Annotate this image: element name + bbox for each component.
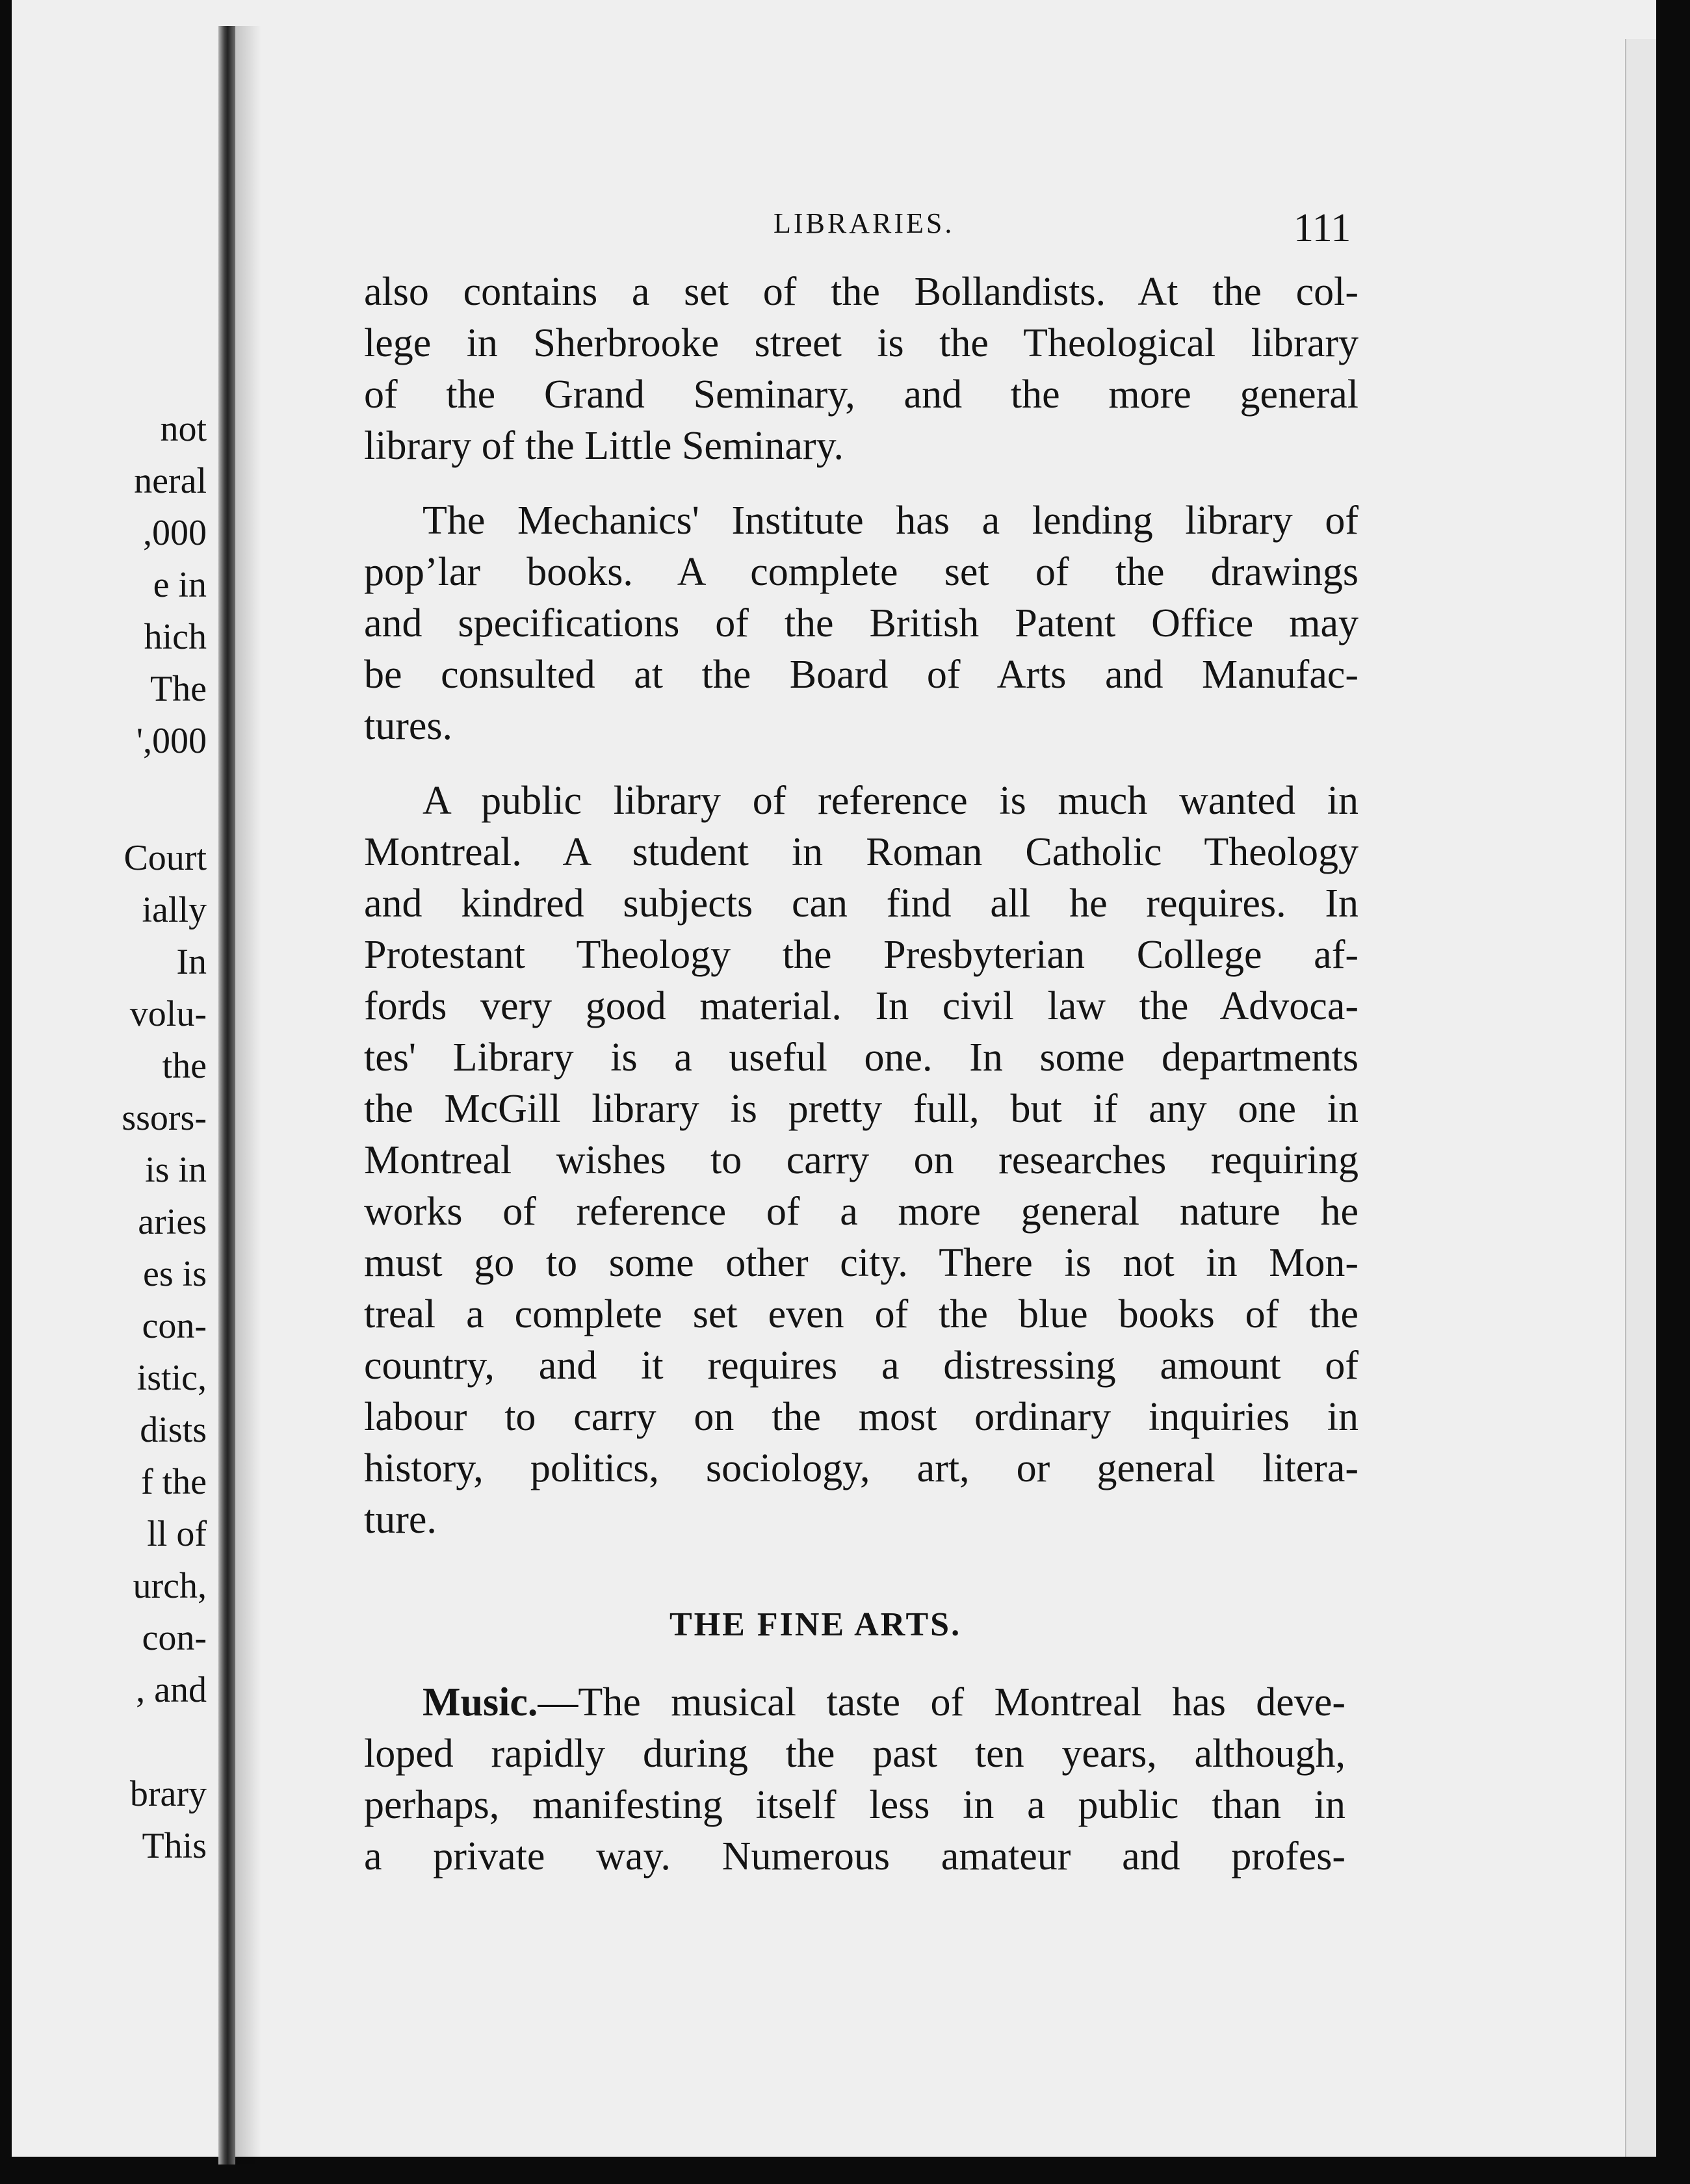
text-line: fords very good material. In civil law the Advoca- — [364, 984, 1358, 1028]
text-line: must go to some other city. There is not in Mon- — [364, 1241, 1358, 1285]
left-line: ially — [142, 890, 207, 930]
left-line: istic, — [136, 1358, 207, 1398]
left-line: Court — [124, 838, 207, 878]
left-line: con- — [142, 1618, 207, 1658]
left-line: This — [142, 1826, 207, 1866]
paragraph — [364, 775, 1358, 1546]
section-heading: THE FINE ARTS. — [670, 1606, 962, 1643]
text-line: and kindred subjects can find all he requires. In — [364, 881, 1358, 926]
left-line: dists — [140, 1410, 207, 1450]
left-line: urch, — [133, 1566, 207, 1606]
left-line: f the — [140, 1462, 207, 1502]
text-line: treal a complete set even of the blue books of the — [364, 1292, 1358, 1336]
left-line: e in — [153, 565, 207, 605]
text-line: and specifications of the British Patent Office may — [364, 601, 1358, 645]
left-line: not — [160, 409, 207, 449]
text-line: tes' Library is a useful one. In some departments — [364, 1035, 1358, 1080]
left-line: is in — [145, 1150, 207, 1190]
text-line: of the Grand Seminary, and the more general — [364, 372, 1358, 417]
page-body — [364, 266, 1358, 1546]
left-line: ll of — [147, 1514, 207, 1554]
text-line: labour to carry on the most ordinary inquiries in — [364, 1395, 1358, 1439]
left-line: ssors- — [122, 1098, 207, 1138]
text-line: tures. — [364, 704, 453, 748]
left-line: the — [162, 1046, 207, 1086]
text-line: works of reference of a more general nature he — [364, 1190, 1358, 1234]
left-line: es is — [143, 1254, 207, 1294]
left-line: The — [150, 669, 207, 709]
text-line: loped rapidly during the past ten years, although, — [364, 1732, 1346, 1776]
text-line: lege in Sherbrooke street is the Theological library — [364, 321, 1358, 365]
left-line: volu- — [129, 994, 207, 1034]
scan-border-left — [0, 0, 12, 2184]
text-line: library of the Little Seminary. — [364, 424, 844, 468]
text-run: —The musical taste of Montreal has deve- — [538, 1680, 1346, 1724]
text-line: a private way. Numerous amateur and profes- — [364, 1834, 1346, 1878]
left-line: con- — [142, 1306, 207, 1346]
text-line: Montreal. A student in Roman Catholic Theology — [364, 830, 1358, 874]
paragraph — [364, 495, 1358, 752]
text-line: Protestant Theology the Presbyterian College af- — [364, 933, 1358, 977]
run-in-heading: Music. — [422, 1680, 538, 1724]
left-line: aries — [138, 1202, 207, 1242]
left-line: In — [176, 942, 207, 982]
left-line: brary — [129, 1774, 207, 1814]
book-gutter — [218, 26, 235, 2164]
text-line: perhaps, manifesting itself less in a public than in — [364, 1783, 1346, 1827]
left-line: ',000 — [136, 721, 207, 761]
running-head: LIBRARIES. — [774, 207, 955, 239]
left-line: , and — [136, 1670, 207, 1710]
left-line: hich — [144, 617, 207, 657]
text-line — [364, 1677, 1346, 1728]
page-edge-strip — [1625, 39, 1658, 2157]
paragraph — [364, 266, 1358, 472]
page-number: 111 — [1294, 206, 1351, 250]
left-line: neral — [134, 461, 207, 501]
text-line: the McGill library is pretty full, but if any one in — [364, 1087, 1358, 1131]
text-line: The Mechanics' Institute has a lending library of — [422, 499, 1358, 543]
text-line: country, and it requires a distressing amount of — [364, 1344, 1358, 1388]
text-line: history, politics, sociology, art, or general litera- — [364, 1446, 1358, 1490]
gutter-shadow — [235, 26, 261, 2164]
text-line: be consulted at the Board of Arts and Manufac- — [364, 653, 1358, 697]
text-line: popʼlar books. A complete set of the drawings — [364, 550, 1358, 594]
text-line: also contains a set of the Bollandists. At the col- — [364, 270, 1358, 314]
text-line: Montreal wishes to carry on researches requiring — [364, 1138, 1358, 1182]
text-line: A public library of reference is much wanted in — [422, 779, 1358, 823]
scan-border-right — [1656, 0, 1690, 2184]
music-paragraph — [364, 1677, 1346, 1882]
left-line: ,000 — [143, 513, 207, 553]
text-line: ture. — [364, 1498, 437, 1542]
paragraph — [364, 1677, 1346, 1882]
